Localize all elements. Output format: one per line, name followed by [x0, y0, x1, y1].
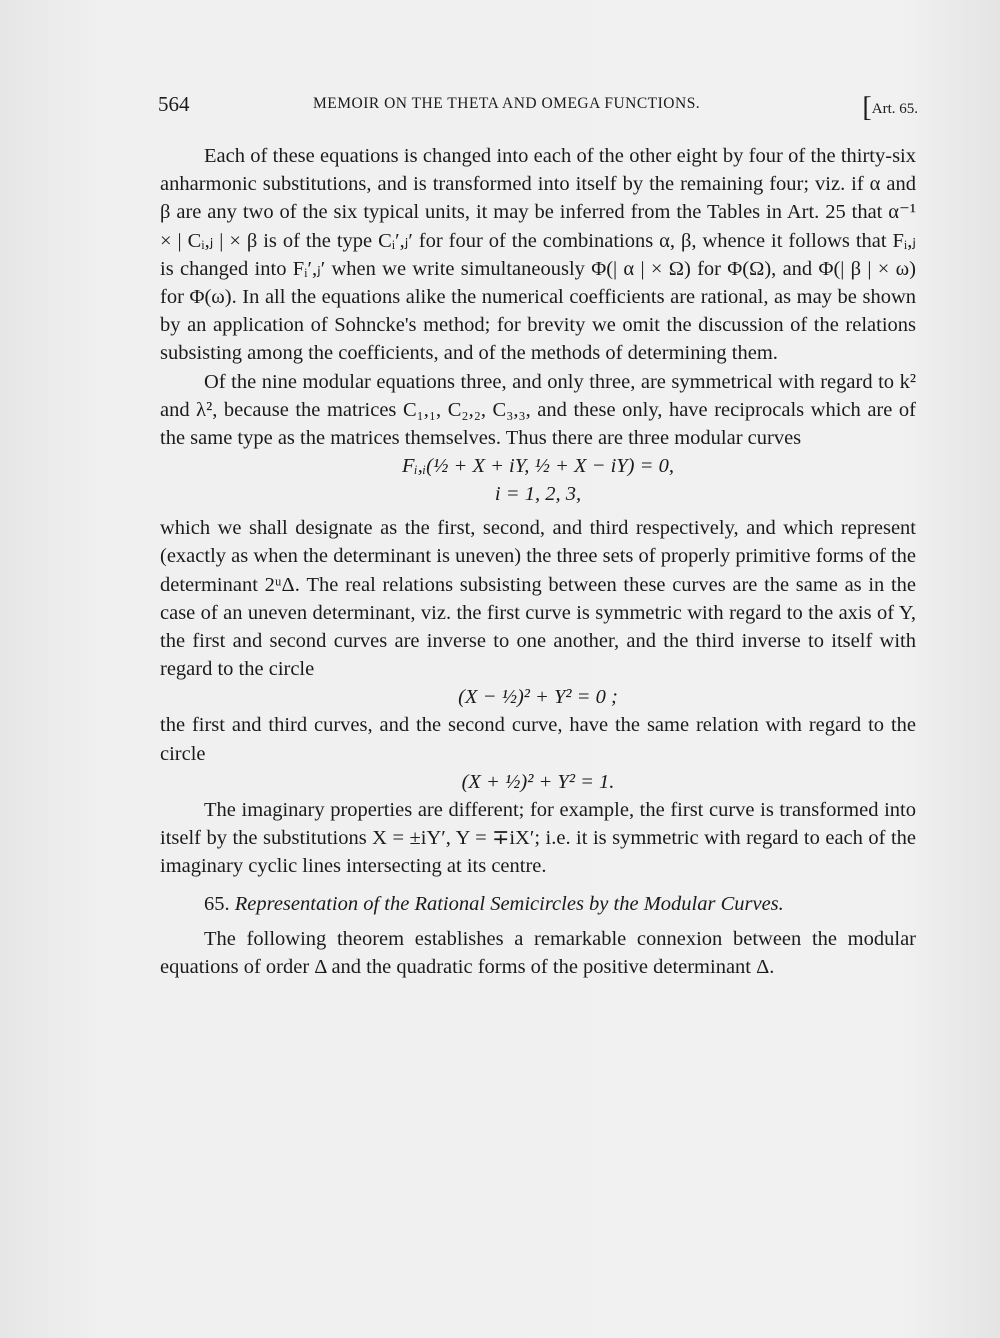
section-heading-65 [160, 890, 916, 918]
section-number: 65. [204, 893, 230, 916]
section-title: Representation of the Rational Semicircles by the Modular Curves. [234, 893, 784, 916]
paragraph-3: which we shall designate as the first, second, and third respectively, and which represent (exactly as when the determinant is uneven) the three sets of properly primitive forms of the determinant 2ᵘΔ. The real relations subsisting between these curves are the same as in the case of an uneven determinant, viz. the first curve is symmetric with regard to the axis of Y, the first and second curves are inverse to one another, and the third inverse to itself with regard to the circle [160, 517, 916, 681]
equation-index-range: i = 1, 2, 3, [494, 483, 582, 506]
equation-modular-curves: Fᵢ,ᵢ(½ + X + iY, ½ + X − iY) = 0, [402, 455, 674, 478]
running-header [158, 92, 918, 122]
body-text [160, 142, 916, 981]
bracket-glyph: [ [862, 92, 872, 123]
equation-circle-2: (X + ½)² + Y² = 1. [461, 770, 615, 793]
paragraph-1: Each of these equations is changed into each of the other eight by four of the thirty-six anharmonic substitutions, and is transformed into itself by the remaining four; viz. if α and β are any two of the six typical units, it may be inferred from the Tables in Art. 25 that α⁻¹ × | Cᵢ,ⱼ | × β is of the type Cᵢ′,ⱼ′ for four of the combinations α, β, whence it follows that Fᵢ,ⱼ is changed into Fᵢ′,ⱼ′ when we write simultaneously Φ(| α | × Ω) for Φ(Ω), and Φ(| β | × ω) for Φ(ω). In all the equations alike the numerical coefficients are rational, as may be shown by an application of Sohncke's method; for brevity we omit the discussion of the relations subsisting among the coefficients, and of the methods of determining them. [160, 145, 916, 365]
paragraph-4: the first and third curves, and the second curve, have the same relation with regard to the circle [160, 714, 916, 765]
paragraph-6: The following theorem establishes a remarkable connexion between the modular equations of order Δ and the quadratic forms of the positive determinant Δ. [160, 927, 916, 978]
running-title: MEMOIR ON THE THETA AND OMEGA FUNCTIONS. [313, 95, 701, 112]
paragraph-2: Of the nine modular equations three, and only three, are symmetrical with regard to k² and λ², because the matrices C₁,₁, C₂,₂, C₃,₃, and these only, have reciprocals which are of the same type as the matrices themselves. Thus there are three modular curves [160, 370, 916, 450]
paragraph-5: The imaginary properties are different; for example, the first curve is transformed into itself by the substitutions X = ±iY′, Y = ∓iX′; i.e. it is symmetric with regard to each of the imaginary cyclic lines intersecting at its centre. [160, 798, 916, 878]
article-reference: [Art. 65. [862, 92, 918, 123]
equation-circle-1: (X − ½)² + Y² = 0 ; [458, 686, 618, 709]
page-number: 564 [158, 92, 190, 116]
